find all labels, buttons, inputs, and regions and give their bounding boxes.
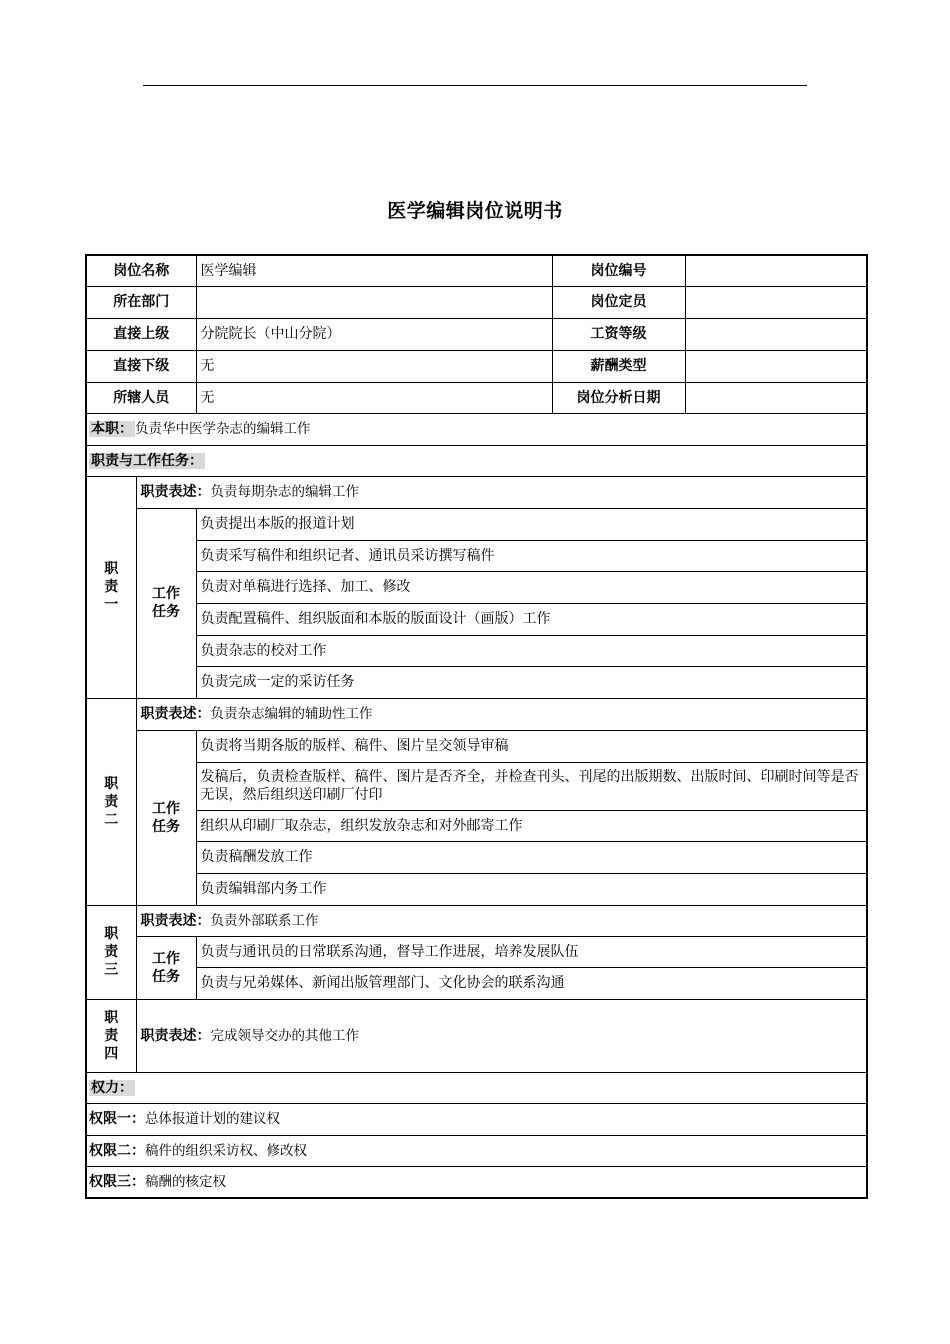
power-row — [86, 1135, 867, 1166]
info-label: 岗位名称 — [86, 255, 196, 286]
info-value: 医学编辑 — [196, 255, 552, 286]
duties-header: 职责与工作任务： — [91, 452, 203, 469]
task-item: 负责与通讯员的日常联系沟通，督导工作进展，培养发展队伍 — [196, 936, 867, 967]
duty-desc-text: 完成领导交办的其他工作 — [210, 1027, 359, 1044]
info-value: 无 — [196, 382, 552, 413]
task-item: 负责稿酬发放工作 — [196, 841, 867, 873]
document-title: 医学编辑岗位说明书 — [387, 200, 563, 222]
task-item: 负责提出本版的报道计划 — [196, 508, 867, 540]
task-item: 负责编辑部内务工作 — [196, 873, 867, 905]
task-row — [86, 730, 867, 762]
task-row — [86, 873, 867, 905]
duty-desc-row — [86, 999, 867, 1072]
header-rule — [143, 85, 807, 86]
duty-desc-label: 职责表述： — [140, 706, 211, 722]
info-label: 薪酬类型 — [552, 350, 685, 382]
info-row — [86, 286, 867, 318]
duty-name: 职 责 一 — [86, 476, 136, 698]
core-duty-text: 负责华中医学杂志的编辑工作 — [135, 421, 311, 437]
task-row — [86, 841, 867, 873]
core-duty-row — [86, 413, 867, 445]
task-row — [86, 540, 867, 571]
duty-desc-label: 职责表述： — [140, 1027, 211, 1044]
task-row — [86, 603, 867, 635]
task-item: 负责配置稿件、组织版面和本版的版面设计（画版）工作 — [196, 603, 867, 635]
info-label: 直接下级 — [86, 350, 196, 382]
info-value: 无 — [196, 350, 552, 382]
info-value — [685, 286, 867, 318]
task-row — [86, 635, 867, 666]
task-row — [86, 762, 867, 810]
info-value: 分院院长（中山分院） — [196, 318, 552, 350]
duty-desc-label: 职责表述： — [140, 912, 211, 929]
info-value — [685, 350, 867, 382]
task-row — [86, 967, 867, 999]
info-value — [196, 286, 552, 318]
task-item: 负责采写稿件和组织记者、通讯员采访撰写稿件 — [196, 540, 867, 571]
task-item: 负责完成一定的采访任务 — [196, 666, 867, 698]
duty-desc-text: 负责杂志编辑的辅助性工作 — [210, 706, 373, 722]
task-row — [86, 810, 867, 841]
power-text: 总体报道计划的建议权 — [145, 1111, 280, 1127]
info-row — [86, 255, 867, 286]
info-label: 岗位定员 — [552, 286, 685, 318]
info-label: 所在部门 — [86, 286, 196, 318]
info-label: 所辖人员 — [86, 382, 196, 413]
duty-desc-row — [86, 476, 867, 508]
task-item: 组织从印刷厂取杂志，组织发放杂志和对外邮寄工作 — [196, 810, 867, 841]
duty-desc-label: 职责表述： — [140, 484, 211, 500]
task-row — [86, 936, 867, 967]
duty-desc-row — [86, 698, 867, 730]
info-label: 岗位编号 — [552, 255, 685, 286]
duty-name: 职 责 二 — [86, 698, 136, 905]
powers-header: 权力： — [91, 1079, 133, 1096]
core-duty-label: 本职： — [91, 421, 133, 437]
tasks-label: 工作 任务 — [136, 508, 196, 698]
power-text: 稿件的组织采访权、修改权 — [145, 1142, 307, 1159]
task-row — [86, 571, 867, 603]
tasks-label: 工作 任务 — [136, 730, 196, 905]
duty-desc-text: 负责每期杂志的编辑工作 — [210, 484, 359, 500]
power-label: 权限二： — [89, 1142, 145, 1159]
task-item: 负责对单稿进行选择、加工、修改 — [196, 571, 867, 603]
task-row — [86, 666, 867, 698]
power-row — [86, 1166, 867, 1198]
info-label: 工资等级 — [552, 318, 685, 350]
duty-name: 职 责 三 — [86, 905, 136, 999]
info-value — [685, 382, 867, 413]
duty-name: 职 责 四 — [86, 999, 136, 1072]
info-value — [685, 255, 867, 286]
power-label: 权限一： — [89, 1111, 145, 1127]
info-row — [86, 318, 867, 350]
duties-header-row — [86, 445, 867, 476]
info-row — [86, 350, 867, 382]
info-value — [685, 318, 867, 350]
task-item: 发稿后，负责检查版样、稿件、图片是否齐全，并检查刊头、刊尾的出版期数、出版时间、印刷时间等是否无误，然后组织送印刷厂付印 — [196, 762, 867, 810]
power-label: 权限三： — [89, 1173, 145, 1190]
task-item: 负责杂志的校对工作 — [196, 635, 867, 666]
job-description-table — [85, 254, 868, 1199]
info-row — [86, 382, 867, 413]
power-text: 稿酬的核定权 — [145, 1173, 226, 1190]
duty-desc-row — [86, 905, 867, 936]
info-label: 直接上级 — [86, 318, 196, 350]
info-label: 岗位分析日期 — [552, 382, 685, 413]
powers-header-row — [86, 1072, 867, 1103]
task-row — [86, 508, 867, 540]
task-item: 负责将当期各版的版样、稿件、图片呈交领导审稿 — [196, 730, 867, 762]
power-row — [86, 1103, 867, 1135]
duty-desc-text: 负责外部联系工作 — [210, 912, 319, 929]
task-item: 负责与兄弟媒体、新闻出版管理部门、文化协会的联系沟通 — [196, 967, 867, 999]
tasks-label: 工作 任务 — [136, 936, 196, 999]
